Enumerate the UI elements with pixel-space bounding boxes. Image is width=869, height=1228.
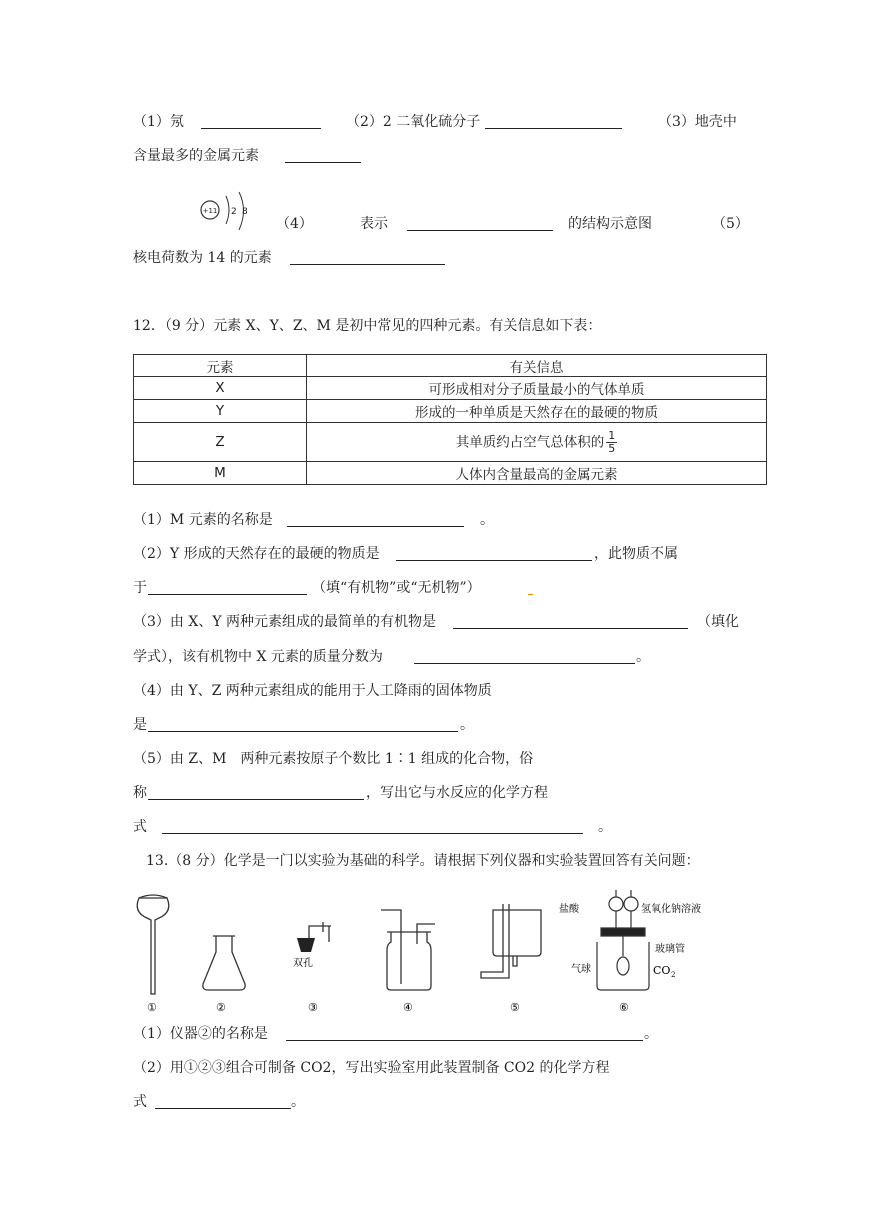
q12-blank2[interactable]: [396, 546, 592, 561]
q11-blank3[interactable]: [285, 148, 361, 163]
table-cell-info: 形成的一种单质是天然存在的最硬的物质: [307, 400, 767, 423]
label-6: ⑥: [619, 1001, 629, 1014]
table-row: [134, 423, 767, 462]
label-naoh: 氢氧化钠溶液: [641, 904, 701, 915]
atom-structure-diagram: [196, 190, 256, 234]
q12-p1-end: 。: [480, 512, 494, 528]
q11-item5-label: （5）: [712, 216, 749, 232]
q11-blank4[interactable]: [407, 216, 553, 231]
apparatus-2-flask: [203, 936, 245, 990]
apparatus-5-inverted-bottle: [481, 904, 541, 978]
table-cell-element: M: [134, 462, 307, 485]
q12-p5-text: （5）由 Z、M 两种元素按原子个数比 1∶1 组成的化合物，俗: [133, 751, 534, 767]
table-row: [134, 400, 767, 423]
label-boliguan: 玻璃管: [655, 944, 685, 955]
q12-blank5[interactable]: [414, 649, 635, 664]
q12-p1-text: （1）M 元素的名称是: [133, 512, 273, 528]
electron-shell-1: 2: [231, 207, 237, 217]
electron-shell-2: 8: [242, 207, 248, 217]
q12-p5-cont: 称: [133, 785, 147, 801]
q12-p5-cont2: 式: [133, 819, 147, 835]
apparatus-1-funnel: [137, 895, 169, 994]
q12-p3-text: （3）由 X、Y 两种元素组成的最简单的有机物是: [133, 614, 437, 630]
orange-mark: [528, 594, 533, 595]
apparatus-4-gas-bottle: [381, 910, 435, 990]
label-shuangkong: 双孔: [293, 958, 313, 969]
table-cell-element: Z: [134, 423, 307, 462]
q12-p2-text: （2）Y 形成的天然存在的最硬的物质是: [133, 546, 380, 562]
apparatus-3-stopper: [297, 922, 331, 952]
q12-blank3[interactable]: [148, 580, 307, 595]
table-cell-info: 人体内含量最高的金属元素: [307, 462, 767, 485]
q12-p2-cont: 于: [133, 580, 147, 596]
q12-blank4[interactable]: [453, 614, 688, 629]
table-row: [134, 377, 767, 400]
table-cell-info-text: 其单质约占空气总体积的: [455, 434, 605, 450]
q11-line1: [133, 112, 184, 132]
q11-item4-label: （4）: [276, 216, 313, 232]
q11-item4-text: 表示: [360, 216, 388, 232]
label-yansuan: 盐酸: [559, 904, 579, 915]
table-header-row: [134, 355, 767, 377]
q13-p1-text: （1）仪器②的名称是: [133, 1026, 268, 1042]
lab-apparatus-figure: [125, 886, 745, 1016]
nucleus-charge: +11: [202, 207, 218, 215]
q11-item2-label: （2）2 二氧化硫分子: [346, 114, 481, 130]
q12-p3-cont: 学式），该有机物中 X 元素的质量分数为: [133, 649, 383, 665]
q11-blank5[interactable]: [290, 250, 445, 265]
q12-p4-text: （4）由 Y、Z 两种元素组成的能用于人工降雨的固体物质: [133, 683, 492, 699]
q11-item1-label: （1）氖: [133, 114, 184, 130]
q13-blank1[interactable]: [286, 1026, 643, 1041]
table-cell-element: Y: [134, 400, 307, 423]
q11-item3-cont: 含量最多的金属元素: [133, 148, 259, 164]
q12-p2-hint: （填“有机物”或“无机物”）: [312, 580, 481, 596]
fraction-numerator: 1: [608, 428, 616, 442]
label-5: ⑤: [510, 1001, 520, 1014]
q12-p5-tail: ，写出它与水反应的化学方程: [366, 785, 548, 801]
fraction-one-fifth: [606, 430, 617, 455]
label-2: ②: [216, 1001, 226, 1014]
label-co2: CO: [653, 964, 671, 977]
label-3: ③: [308, 1001, 318, 1014]
table-cell-info: 可形成相对分子质量最小的气体单质: [307, 377, 767, 400]
q11-item5-text: 核电荷数为 14 的元素: [133, 250, 272, 266]
q12-p5-end: 。: [598, 819, 612, 835]
q12-blank1[interactable]: [287, 512, 464, 527]
q12-blank6[interactable]: [148, 717, 458, 732]
table-cell-info: [307, 423, 767, 462]
label-1: ①: [147, 1001, 157, 1014]
table-cell-element: X: [134, 377, 307, 400]
q13-p2-end: 。: [291, 1094, 305, 1110]
q11-item3-label: （3）地壳中: [658, 114, 737, 130]
q12-p3-end: 。: [636, 649, 650, 665]
label-4: ④: [403, 1001, 413, 1014]
table-header-info: 有关信息: [307, 355, 767, 377]
table-header-element: 元素: [134, 355, 307, 377]
q12-blank7[interactable]: [148, 785, 364, 800]
q13-p1-end: 。: [644, 1026, 658, 1042]
q12-p3-tail: （填化: [697, 614, 739, 630]
q12-p4-end: 。: [460, 717, 474, 733]
table-row: [134, 462, 767, 485]
q12-p2-tail: ，此物质不属: [594, 546, 678, 562]
q12-p4-cont: 是: [133, 717, 147, 733]
q11-blank1[interactable]: [201, 114, 321, 129]
label-qiqiu: 气球: [571, 964, 591, 975]
q11-blank2[interactable]: [485, 114, 622, 129]
q13-heading: 13.（8 分）化学是一门以实验为基础的科学。请根据下列仪器和实验装置回答有关问题：: [146, 853, 700, 869]
svg-text:2: 2: [671, 971, 676, 979]
q11-item4-tail: 的结构示意图: [568, 216, 652, 232]
q13-blank2[interactable]: [155, 1094, 291, 1109]
q12-heading: 12．（9 分）元素 X、Y、Z、M 是初中常见的四种元素。有关信息如下表：: [133, 318, 602, 334]
element-info-table: [133, 354, 767, 485]
q13-p2-cont: 式: [133, 1094, 147, 1110]
fraction-denominator: 5: [608, 441, 616, 455]
q13-p2-text: （2）用①②③组合可制备 CO2，写出实验室用此装置制备 CO2 的化学方程: [133, 1060, 610, 1076]
q12-blank8[interactable]: [162, 819, 583, 834]
